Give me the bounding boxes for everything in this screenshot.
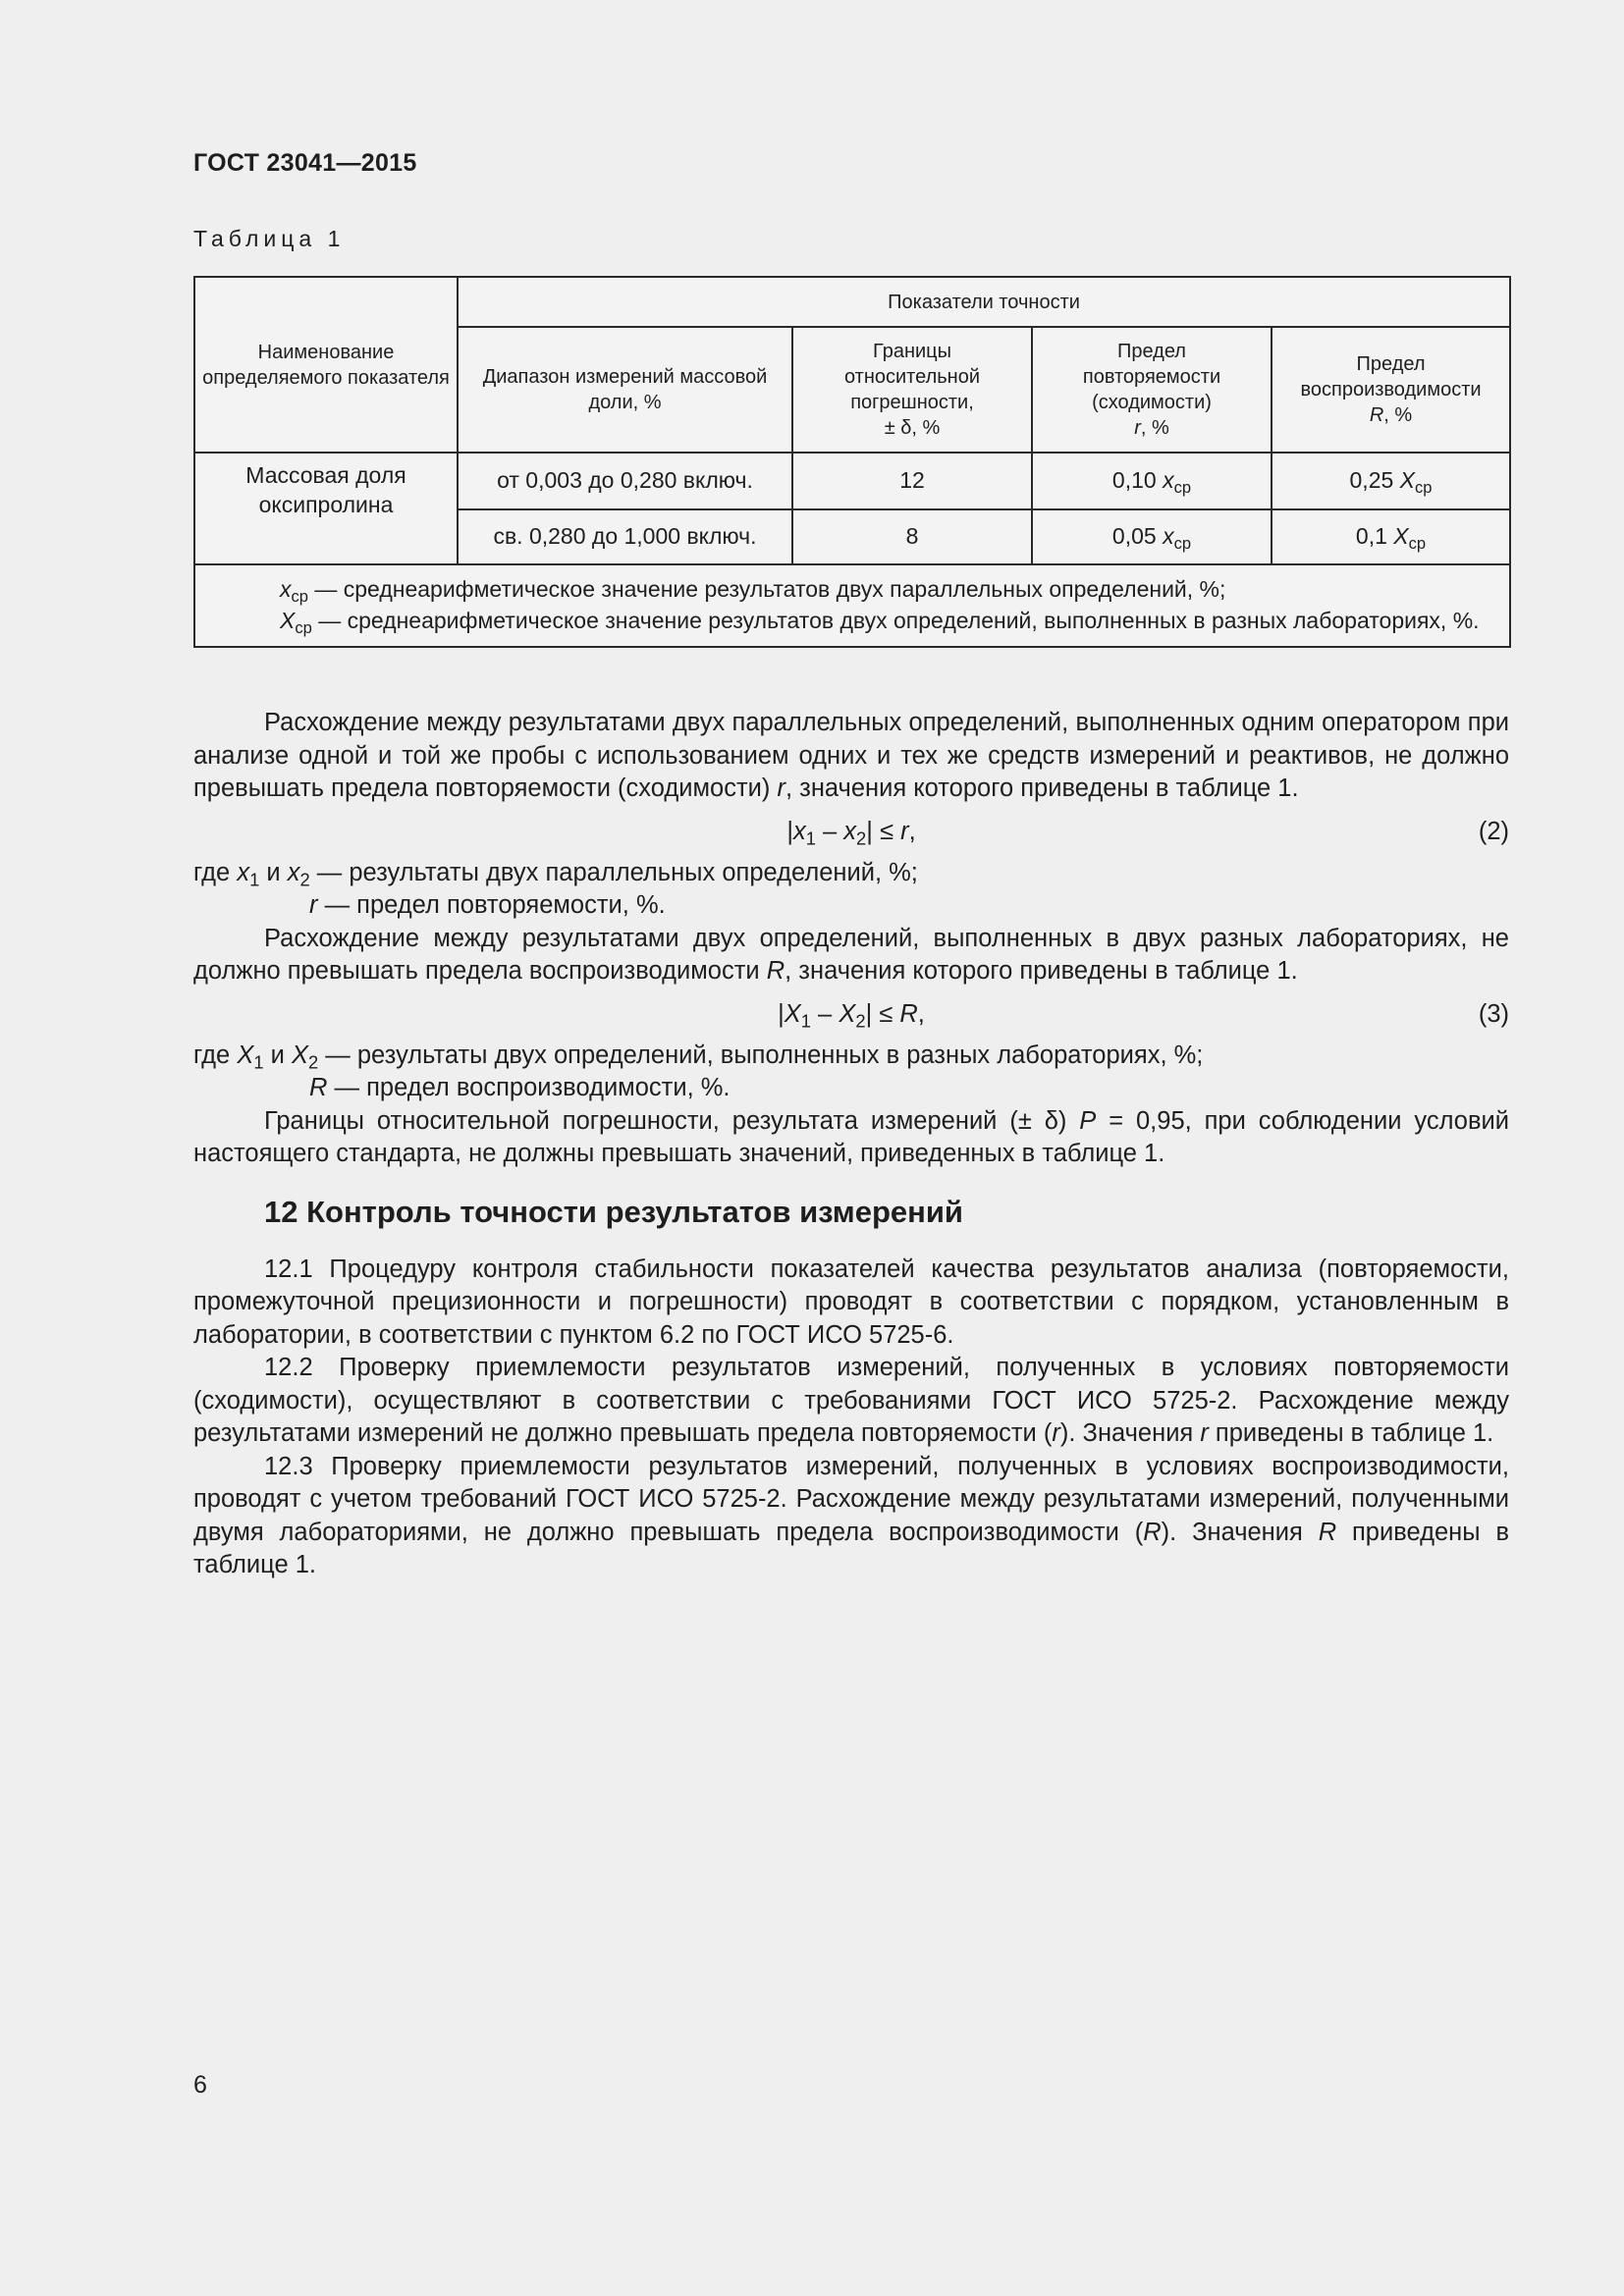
section-heading: 12 Контроль точности результатов измерений	[264, 1194, 963, 1229]
header-bounds-line: Границы	[873, 341, 951, 362]
range-value: от 0,003 до 0,280 включ.	[497, 467, 753, 494]
formula-number: (2)	[1478, 817, 1509, 845]
note-text: — среднеарифметическое значение результатов двух параллельных определений, %;	[307, 576, 1226, 602]
table-caption: Таблица 1	[193, 226, 346, 251]
math-var: X	[237, 1041, 254, 1069]
table-note	[194, 564, 1510, 647]
note-text: — среднеарифметическое значение результатов двух определений, выполненных в разных лабораториях, %.	[311, 608, 1480, 633]
math-var: x	[237, 858, 250, 886]
math-var: x	[843, 817, 857, 845]
clause-12-3	[193, 1451, 1509, 1582]
table-cell-range	[458, 509, 792, 564]
delta-value: 12	[899, 467, 925, 494]
text-run: — предел воспроизводимости, %.	[327, 1074, 731, 1101]
text-run: , значения которого приведены в таблице 1.	[785, 957, 1298, 985]
table-cell-R	[1272, 453, 1510, 509]
header-group-cell	[458, 277, 1510, 327]
math-var: r	[900, 817, 909, 845]
formula-2	[193, 808, 1509, 855]
header-bounds-cell	[792, 327, 1032, 453]
R-sub: ср	[1408, 534, 1427, 553]
math-symbol: |	[778, 999, 785, 1028]
text-run: 12.2 Проверку приемлемости результатов измерений, полученных в условиях повторяемости (сходимости), осуществляют в соответствии с требованиями ГОСТ ИСО 5725-2. Расхождение между результатами измерений не должно превышать предела повторяемости (	[193, 1354, 1509, 1447]
math-var: x	[792, 817, 806, 845]
note-sub: ср	[295, 617, 312, 637]
formula-number: (3)	[1478, 999, 1509, 1028]
math-symbol: –	[810, 999, 839, 1028]
math-sub: 1	[800, 1010, 811, 1031]
r-sub: ср	[1173, 478, 1192, 497]
math-sub: 1	[253, 1051, 264, 1072]
math-var: X	[839, 999, 856, 1028]
clause-12-1: 12.1 Процедуру контроля стабильности показателей качества результатов анализа (повторяемости, промежуточной прецизионности и погрешности) проводят в соответствии с порядком, установленным в лаборатории, в соответствии с пунктом 6.2 по ГОСТ ИСО 5725-6.	[193, 1255, 1509, 1349]
r-var: x	[1163, 523, 1174, 550]
math-symbol: | ≤	[865, 999, 900, 1028]
R-var: X	[1393, 523, 1409, 550]
math-var: X	[291, 1041, 308, 1069]
math-var: R	[899, 999, 918, 1028]
math-var: x	[287, 858, 300, 886]
math-var: R	[1143, 1518, 1162, 1546]
r-var: x	[1163, 467, 1174, 494]
r-sub: ср	[1173, 534, 1192, 553]
header-repeatability-cell	[1032, 327, 1272, 453]
math-symbol: –	[815, 817, 844, 845]
header-range-label: Диапазон измерений массовой доли, %	[482, 366, 768, 413]
math-var: R	[1318, 1518, 1337, 1546]
note-var: x	[280, 576, 292, 602]
header-bounds-line: относительной	[843, 366, 980, 388]
body-text	[193, 707, 1509, 1582]
r-value: 0,05	[1111, 523, 1157, 550]
text-run: приведены в таблице 1.	[193, 1518, 1509, 1578]
text-run: , значения которого приведены в таблице 1.	[785, 774, 1299, 802]
table-cell-R	[1272, 509, 1510, 564]
delta-value: 8	[905, 523, 919, 550]
document-code-header: ГОСТ 23041—2015	[193, 149, 417, 177]
header-repeat-line: повторяемости	[1082, 366, 1221, 388]
math-var: R	[766, 957, 785, 985]
note-line	[211, 605, 1493, 636]
math-var: r	[309, 891, 318, 919]
text-run: — предел повторяемости, %.	[317, 891, 666, 919]
header-repeat-var: r	[1134, 417, 1141, 439]
table-cell-delta	[792, 509, 1032, 564]
text-run: и	[263, 1041, 292, 1069]
where-line	[193, 1040, 1509, 1073]
math-sub: 2	[855, 1010, 866, 1031]
header-repeat-line: (сходимости)	[1092, 392, 1212, 413]
text-run: где	[193, 1041, 238, 1069]
text-run: Расхождение между результатами двух параллельных определений, выполненных одним оператором при анализе одной и той же пробы с использованием одних и тех же средств измерений и реактивов, не должно превышать предела повторяемости (сходимости)	[193, 709, 1509, 802]
header-repeat-unit: , %	[1140, 417, 1169, 439]
math-sub: 2	[307, 1051, 319, 1072]
header-group-label: Показатели точности	[888, 291, 1080, 313]
page-number: 6	[193, 2071, 207, 2099]
table-cell-range	[458, 453, 792, 509]
header-repro-line: Предел	[1356, 353, 1426, 375]
header-repro-var: R	[1369, 404, 1384, 426]
paragraph-error-bounds	[193, 1105, 1509, 1171]
math-var: X	[784, 999, 801, 1028]
R-var: X	[1399, 467, 1416, 494]
header-repeat-line: Предел	[1117, 341, 1186, 362]
note-var: X	[280, 608, 296, 633]
range-value: св. 0,280 до 1,000 включ.	[493, 523, 757, 550]
header-name-label: Наименование определяемого показателя	[202, 341, 450, 389]
header-repro-line: воспроизводимости	[1300, 379, 1482, 400]
text-run: Границы относительной погрешности, результата измерений (± δ)	[264, 1106, 1080, 1135]
R-value: 0,1	[1355, 523, 1387, 550]
note-line	[211, 573, 1493, 605]
math-symbol: ,	[908, 817, 916, 845]
math-symbol: | ≤	[866, 817, 901, 845]
clause-12-2	[193, 1352, 1509, 1451]
formula-3	[193, 990, 1509, 1038]
math-symbol: ,	[917, 999, 925, 1028]
math-var: r	[1052, 1419, 1060, 1447]
math-sub: 2	[856, 828, 867, 848]
row-name-cell	[194, 453, 458, 564]
where-line	[193, 1072, 1509, 1105]
table-cell-r	[1032, 453, 1272, 509]
text-run: = 0,95, при соблюдении условий настоящего стандарта, не должны превышать значений, приведенных в таблице 1.	[193, 1106, 1509, 1167]
where-line	[193, 889, 1509, 923]
where-line	[193, 857, 1509, 890]
R-sub: ср	[1415, 478, 1433, 497]
table-cell-delta	[792, 453, 1032, 509]
text-run: — результаты двух параллельных определений, %;	[309, 858, 918, 886]
row-name-label: Массовая доля оксипролина	[245, 462, 406, 517]
precision-table	[193, 276, 1511, 648]
R-value: 0,25	[1349, 467, 1394, 494]
header-repro-unit: , %	[1383, 404, 1413, 426]
math-symbol: |	[786, 817, 793, 845]
math-var: r	[777, 774, 785, 802]
header-range-cell	[458, 327, 792, 453]
paragraph-reproducibility	[193, 923, 1509, 988]
text-run: и	[259, 858, 288, 886]
math-var: r	[1200, 1419, 1209, 1447]
text-run: 12.3 Проверку приемлемости результатов измерений, полученных в условиях воспроизводимости, проводят с учетом требований ГОСТ ИСО 5725-2. Расхождение между результатами измерений, полученными двумя лабораториями, не должно превышать предела воспроизводимости (	[193, 1452, 1509, 1546]
text-run: — результаты двух определений, выполненных в разных лабораториях, %;	[318, 1041, 1204, 1069]
header-name-cell	[194, 277, 458, 453]
math-sub: 2	[299, 869, 310, 889]
paragraph-repeatability	[193, 707, 1509, 806]
text-run: ). Значения	[1161, 1518, 1319, 1546]
header-bounds-line: ± δ, %	[884, 417, 941, 439]
math-sub: 1	[249, 869, 260, 889]
text-run: ). Значения	[1059, 1419, 1201, 1447]
text-run: Расхождение между результатами двух определений, выполненных в двух разных лабораториях, не должно превышать предела воспроизводимости	[193, 924, 1509, 985]
math-var: R	[309, 1074, 328, 1101]
header-bounds-line: погрешности,	[850, 392, 974, 413]
text-run: где	[193, 858, 238, 886]
header-reproducibility-cell	[1272, 327, 1510, 453]
math-var: P	[1079, 1106, 1097, 1135]
math-sub: 1	[805, 828, 816, 848]
table-cell-r	[1032, 509, 1272, 564]
note-sub: ср	[291, 586, 308, 606]
r-value: 0,10	[1111, 467, 1157, 494]
text-run: приведены в таблице 1.	[1208, 1419, 1494, 1447]
